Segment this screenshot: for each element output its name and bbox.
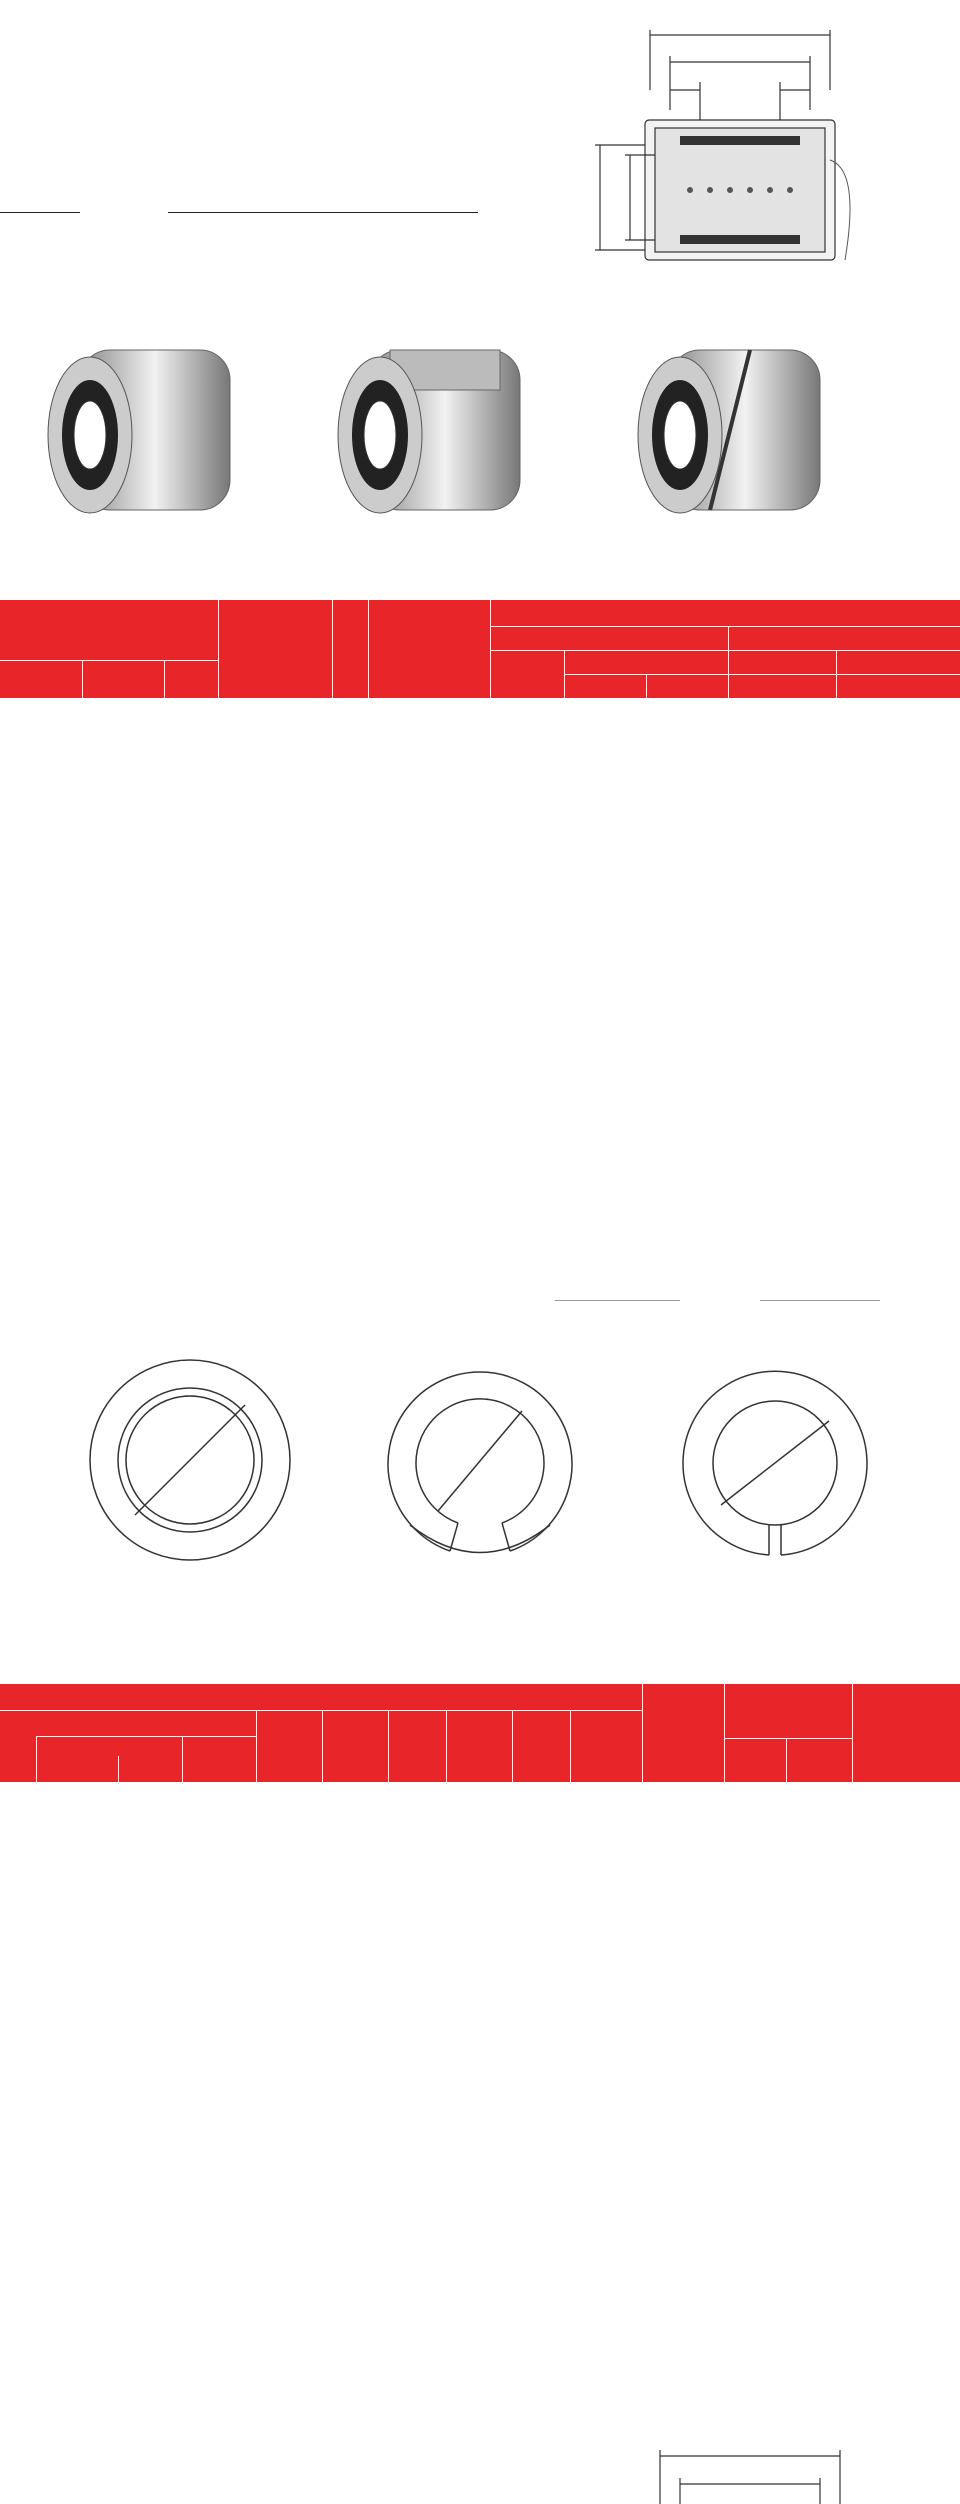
- bearing-dimension-drawing: [560, 20, 880, 280]
- table2-header: [0, 1684, 960, 1782]
- section-header: [0, 22, 10, 53]
- divider-line: [0, 212, 80, 213]
- cross-section-lmuu-aj: [675, 1355, 875, 1595]
- cross-section-lmuu-op: [380, 1355, 580, 1595]
- bearing-e-dimension-drawing: [640, 2440, 880, 2504]
- table1-header: [0, 600, 960, 698]
- cross-section-lmuu: [80, 1350, 300, 1570]
- divider-line: [760, 1300, 880, 1301]
- bearing-lmuu-image: [30, 340, 250, 540]
- divider-line: [555, 1300, 680, 1301]
- bearing-lmuu-aj-image: [620, 340, 840, 540]
- section-header: [0, 2380, 2, 2408]
- divider-line: [168, 212, 478, 213]
- bearing-lmuu-op-image: [320, 340, 540, 540]
